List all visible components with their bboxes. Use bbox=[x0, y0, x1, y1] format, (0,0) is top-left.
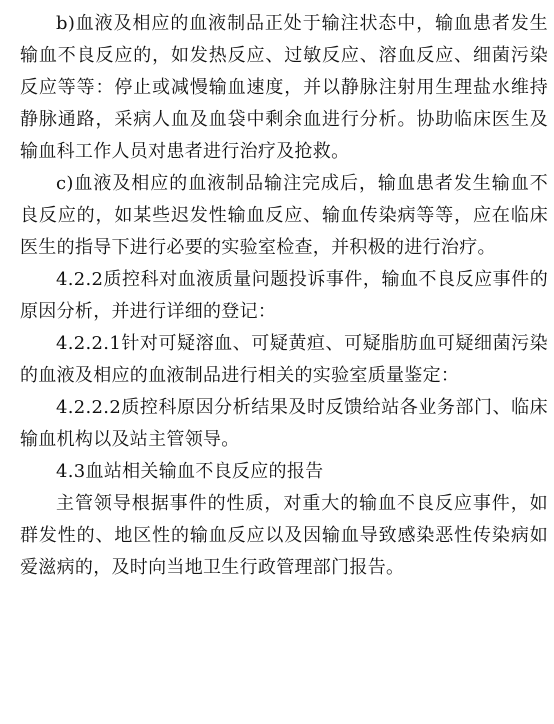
paragraph-report-to-authorities: 主管领导根据事件的性质，对重大的输血不良反应事件，如群发性的、地区性的输血反应以及因输血导致感染恶性传染病如爱滋病的，及时向当地卫生行政管理部门报告。 bbox=[20, 493, 548, 578]
section-heading-4-3: 4.3血站相关输血不良反应的报告 bbox=[56, 461, 324, 482]
paragraph-4-2-2-quality-control: 4.2.2质控科对血液质量问题投诉事件，输血不良反应事件的原因分析，并进行详细的登记： bbox=[20, 269, 548, 322]
paragraph-4-2-2-1-lab-identification: 4.2.2.1针对可疑溶血、可疑黄疸、可疑脂肪血可疑细菌污染的血液及相应的血液制品进行相关的实验室质量鉴定： bbox=[20, 333, 548, 386]
paragraph-c-reaction-after-transfusion: c)血液及相应的血液制品输注完成后，输血患者发生输血不良反应的，如某些迟发性输血反应、输血传染病等等，应在临床医生的指导下进行必要的实验室检查，并积极的进行治疗。 bbox=[20, 173, 548, 258]
paragraph-b-reaction-during-transfusion: b)血液及相应的血液制品正处于输注状态中，输血患者发生输血不良反应的，如发热反应、过敏反应、溶血反应、细菌污染反应等等：停止或减慢输血速度，并以静脉注射用生理盐水维持静脉通路，采病人血及血袋中剩余血进行分析。协助临床医生及输血科工作人员对患者进行治疗及抢救。 bbox=[20, 13, 548, 162]
paragraph-4-2-2-2-feedback: 4.2.2.2质控科原因分析结果及时反馈给站各业务部门、临床输血机构以及站主管领导。 bbox=[20, 397, 548, 450]
